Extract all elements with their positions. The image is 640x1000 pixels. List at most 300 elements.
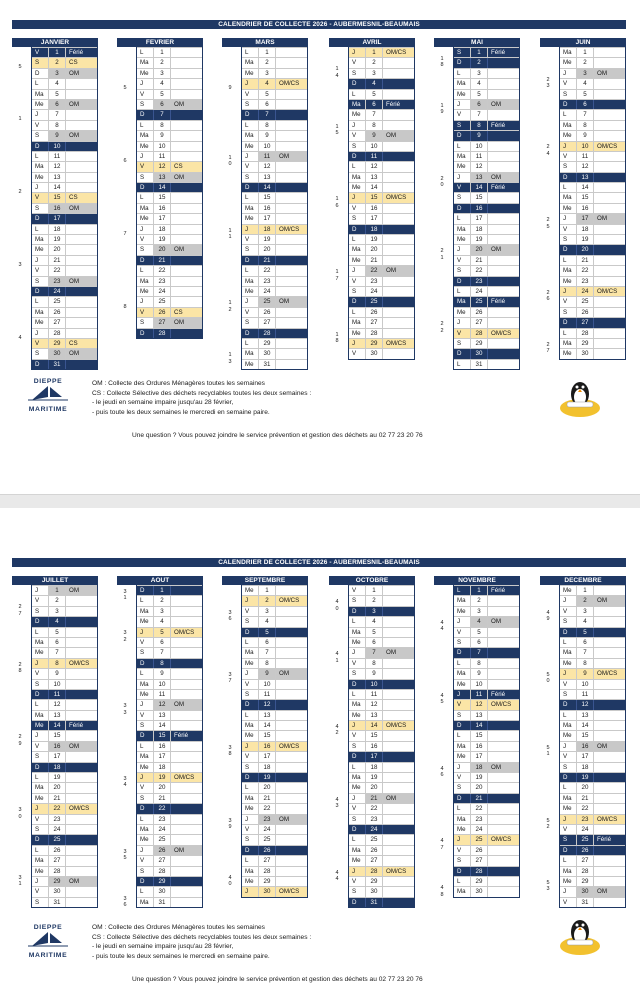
day-number: 2 <box>49 58 66 67</box>
collection-tag <box>488 152 519 161</box>
collection-tag <box>276 110 307 119</box>
collection-tag <box>171 131 202 140</box>
day-letter: J <box>349 867 366 876</box>
day-number: 27 <box>577 856 594 865</box>
day-number: 12 <box>49 700 66 709</box>
month-header: DECEMBRE <box>540 576 626 585</box>
day-number: 22 <box>471 804 488 813</box>
day-letter: D <box>242 773 259 782</box>
collection-tag <box>66 360 97 369</box>
collection-tag: CS <box>66 58 97 67</box>
day-row <box>560 710 625 720</box>
day-number: 21 <box>49 794 66 803</box>
day-letter: V <box>137 638 154 647</box>
day-row <box>454 161 519 171</box>
day-number: 29 <box>49 339 66 348</box>
day-row <box>560 130 625 140</box>
day-letter: V <box>560 752 577 761</box>
day-letter: S <box>349 596 366 605</box>
day-number: 9 <box>154 669 171 678</box>
day-number: 11 <box>49 690 66 699</box>
day-row <box>242 255 307 265</box>
day-row <box>560 244 625 254</box>
day-row <box>137 89 202 99</box>
day-letter: J <box>349 648 366 657</box>
day-row <box>454 782 519 792</box>
day-number: 11 <box>366 152 383 161</box>
day-row <box>454 876 519 886</box>
day-row <box>242 192 307 202</box>
day-letter: J <box>560 214 577 223</box>
legend <box>92 379 311 417</box>
day-row <box>349 845 414 855</box>
day-letter: J <box>137 225 154 234</box>
day-number: 7 <box>577 110 594 119</box>
day-row <box>349 793 414 803</box>
day-row <box>32 803 97 813</box>
day-letter: Ma <box>454 297 471 306</box>
day-letter: J <box>349 794 366 803</box>
day-number: 5 <box>471 628 488 637</box>
day-letter: Ma <box>454 887 471 896</box>
day-row <box>242 814 307 824</box>
collection-tag <box>66 731 97 740</box>
day-letter: V <box>242 162 259 171</box>
day-letter: J <box>454 617 471 626</box>
week-number: 2 7 <box>18 604 22 617</box>
day-number: 19 <box>577 235 594 244</box>
collection-tag <box>383 763 414 772</box>
collection-tag <box>66 245 97 254</box>
day-row <box>242 886 307 896</box>
collection-tag: Férié <box>488 48 519 57</box>
collection-tag <box>383 329 414 338</box>
day-row <box>349 141 414 151</box>
collection-tag <box>594 877 625 886</box>
collection-tag <box>383 277 414 286</box>
day-row <box>32 203 97 213</box>
day-number: 2 <box>577 58 594 67</box>
day-row <box>560 307 625 317</box>
day-number: 17 <box>366 752 383 761</box>
day-number: 16 <box>49 204 66 213</box>
collection-tag <box>276 256 307 265</box>
day-letter: D <box>137 659 154 668</box>
collection-tag: OM <box>66 204 97 213</box>
collection-tag <box>594 235 625 244</box>
day-row <box>454 47 519 57</box>
day-number: 31 <box>154 898 171 907</box>
day-letter: S <box>454 711 471 720</box>
day-letter: S <box>349 887 366 896</box>
collection-tag <box>383 349 414 358</box>
day-letter: L <box>349 90 366 99</box>
day-letter: Ma <box>242 58 259 67</box>
collection-tag <box>66 628 97 637</box>
collection-tag <box>594 339 625 348</box>
day-letter: V <box>454 628 471 637</box>
day-row <box>32 182 97 192</box>
day-letter: V <box>32 815 49 824</box>
day-letter: D <box>242 256 259 265</box>
day-number: 9 <box>471 131 488 140</box>
day-letter: L <box>32 152 49 161</box>
collection-tag: OM <box>171 100 202 109</box>
day-number: 3 <box>49 607 66 616</box>
day-letter: S <box>242 835 259 844</box>
collection-tag <box>594 183 625 192</box>
day-row <box>32 151 97 161</box>
day-letter: L <box>242 48 259 57</box>
collection-tag <box>276 835 307 844</box>
day-letter: V <box>32 339 49 348</box>
week-number: 3 7 <box>228 671 232 685</box>
collection-tag <box>171 898 202 907</box>
day-letter: V <box>560 607 577 616</box>
day-row <box>242 782 307 792</box>
day-number: 1 <box>259 48 276 57</box>
day-letter: L <box>32 225 49 234</box>
collection-tag <box>383 700 414 709</box>
day-letter: Me <box>32 721 49 730</box>
day-number: 10 <box>154 142 171 151</box>
day-number: 23 <box>49 277 66 286</box>
mascot-illustration <box>555 910 605 960</box>
day-letter: D <box>560 628 577 637</box>
day-row <box>454 616 519 626</box>
day-number: 27 <box>471 318 488 327</box>
collection-tag <box>594 204 625 213</box>
day-row <box>137 234 202 244</box>
day-row <box>454 68 519 78</box>
day-row <box>32 47 97 57</box>
day-row <box>32 338 97 348</box>
day-row <box>560 606 625 616</box>
day-row <box>349 255 414 265</box>
day-number: 22 <box>49 804 66 813</box>
day-number: 16 <box>471 742 488 751</box>
week-number: 3 1 <box>18 874 22 888</box>
day-letter: D <box>454 58 471 67</box>
day-row <box>349 99 414 109</box>
collection-tag <box>276 783 307 792</box>
collection-tag <box>488 659 519 668</box>
day-number: 16 <box>366 742 383 751</box>
collection-tag <box>383 887 414 896</box>
day-letter: D <box>454 867 471 876</box>
day-letter: Ma <box>349 700 366 709</box>
day-letter: D <box>32 142 49 151</box>
day-row <box>349 855 414 865</box>
day-number: 27 <box>471 856 488 865</box>
day-number: 25 <box>49 297 66 306</box>
collection-tag <box>383 245 414 254</box>
day-row <box>242 68 307 78</box>
collection-tag <box>276 659 307 668</box>
collection-tag <box>594 783 625 792</box>
collection-tag <box>276 162 307 171</box>
collection-tag: Férié <box>594 835 625 844</box>
day-letter: Ma <box>32 235 49 244</box>
day-row <box>560 276 625 286</box>
day-number: 18 <box>259 763 276 772</box>
month-avril <box>329 38 415 361</box>
day-row <box>560 265 625 275</box>
collection-tag <box>594 648 625 657</box>
day-row <box>137 595 202 605</box>
day-number: 20 <box>366 783 383 792</box>
day-letter: S <box>32 204 49 213</box>
day-letter: D <box>454 131 471 140</box>
day-number: 8 <box>366 659 383 668</box>
collection-tag: OM <box>488 100 519 109</box>
day-number: 20 <box>577 783 594 792</box>
collection-tag <box>594 731 625 740</box>
legend-line: - puis toute les deux semaines le mercredi en semaine paire. <box>92 952 270 960</box>
day-letter: S <box>454 266 471 275</box>
week-number: 4 5 <box>440 692 444 706</box>
day-letter: Me <box>560 731 577 740</box>
day-row <box>32 699 97 709</box>
day-number: 26 <box>366 308 383 317</box>
day-number: 17 <box>577 214 594 223</box>
day-row <box>137 876 202 886</box>
day-row <box>454 834 519 844</box>
day-number: 25 <box>259 297 276 306</box>
day-number: 27 <box>49 856 66 865</box>
collection-tag <box>66 690 97 699</box>
day-letter: S <box>454 48 471 57</box>
day-number: 11 <box>577 690 594 699</box>
day-letter: J <box>242 297 259 306</box>
day-letter: J <box>454 318 471 327</box>
day-letter: S <box>32 898 49 907</box>
day-number: 14 <box>154 183 171 192</box>
day-row <box>560 876 625 886</box>
day-row <box>454 627 519 637</box>
day-row <box>32 595 97 605</box>
day-row <box>32 328 97 338</box>
day-number: 23 <box>154 277 171 286</box>
day-letter: L <box>560 711 577 720</box>
collection-tag: OM <box>276 152 307 161</box>
day-row <box>454 172 519 182</box>
day-row <box>454 720 519 730</box>
collection-tag <box>488 131 519 140</box>
collection-tag <box>594 256 625 265</box>
day-row <box>32 762 97 772</box>
day-row <box>454 886 519 896</box>
day-row <box>137 161 202 171</box>
day-number: 4 <box>154 79 171 88</box>
day-row <box>454 317 519 327</box>
day-number: 29 <box>471 877 488 886</box>
day-number: 7 <box>471 110 488 119</box>
day-letter: Ma <box>242 648 259 657</box>
collection-tag <box>383 90 414 99</box>
collection-tag <box>171 690 202 699</box>
day-list <box>559 585 626 908</box>
collection-tag <box>276 235 307 244</box>
collection-tag <box>594 680 625 689</box>
week-number: 1 <box>18 116 22 123</box>
day-number: 4 <box>259 617 276 626</box>
day-letter: Ma <box>349 773 366 782</box>
day-row <box>242 845 307 855</box>
day-row <box>560 296 625 306</box>
day-letter: Ma <box>560 193 577 202</box>
day-row <box>32 751 97 761</box>
collection-tag: OM <box>383 266 414 275</box>
collection-tag <box>383 628 414 637</box>
collection-tag <box>171 297 202 306</box>
week-number: 4 4 <box>440 619 444 633</box>
day-row <box>349 814 414 824</box>
day-letter: L <box>349 162 366 171</box>
day-number: 4 <box>471 79 488 88</box>
collection-tag <box>66 815 97 824</box>
day-letter: V <box>560 152 577 161</box>
day-letter: V <box>32 742 49 751</box>
collection-tag <box>488 235 519 244</box>
day-row <box>242 866 307 876</box>
day-number: 20 <box>259 245 276 254</box>
day-row <box>137 741 202 751</box>
day-letter: S <box>32 58 49 67</box>
collection-tag <box>66 173 97 182</box>
day-number: 14 <box>366 183 383 192</box>
collection-tag <box>171 596 202 605</box>
collection-tag <box>383 835 414 844</box>
day-number: 28 <box>577 867 594 876</box>
day-number: 13 <box>49 711 66 720</box>
day-number: 5 <box>471 90 488 99</box>
collection-tag <box>383 846 414 855</box>
day-letter: D <box>242 700 259 709</box>
day-row <box>560 782 625 792</box>
day-number: 18 <box>577 763 594 772</box>
day-letter: Me <box>242 586 259 595</box>
day-row <box>242 182 307 192</box>
week-number: 7 <box>123 230 127 237</box>
day-row <box>32 845 97 855</box>
day-letter: Me <box>242 877 259 886</box>
collection-tag <box>594 856 625 865</box>
day-letter: D <box>137 586 154 595</box>
collection-tag <box>594 245 625 254</box>
day-letter: L <box>454 731 471 740</box>
collection-tag <box>594 638 625 647</box>
collection-tag: Férié <box>488 183 519 192</box>
day-letter: S <box>242 617 259 626</box>
collection-tag <box>383 773 414 782</box>
day-row <box>560 203 625 213</box>
day-letter: Ma <box>32 638 49 647</box>
day-letter: Me <box>242 69 259 78</box>
collection-tag <box>276 804 307 813</box>
day-letter: V <box>137 90 154 99</box>
day-row <box>560 151 625 161</box>
day-row <box>242 658 307 668</box>
day-number: 12 <box>49 162 66 171</box>
month-juin <box>540 38 626 361</box>
day-letter: Me <box>32 173 49 182</box>
month-header: FEVRIER <box>117 38 203 47</box>
collection-tag <box>66 680 97 689</box>
day-list <box>31 47 98 370</box>
day-row <box>242 679 307 689</box>
week-number: 5 0 <box>546 671 550 685</box>
week-number: 2 1 <box>440 248 444 261</box>
day-number: 2 <box>471 58 488 67</box>
day-letter: J <box>32 183 49 192</box>
day-number: 25 <box>366 835 383 844</box>
collection-tag: CS <box>66 193 97 202</box>
day-row <box>32 89 97 99</box>
day-letter: J <box>137 297 154 306</box>
collection-tag <box>383 58 414 67</box>
collection-tag <box>171 69 202 78</box>
collection-tag <box>66 297 97 306</box>
day-letter: V <box>137 162 154 171</box>
collection-tag <box>276 58 307 67</box>
day-number: 6 <box>154 638 171 647</box>
day-number: 12 <box>471 700 488 709</box>
collection-tag <box>488 846 519 855</box>
day-row <box>242 161 307 171</box>
day-letter: Me <box>560 277 577 286</box>
day-letter: V <box>560 79 577 88</box>
day-letter: J <box>349 193 366 202</box>
day-list <box>348 585 415 908</box>
day-row <box>242 78 307 88</box>
day-number: 15 <box>577 731 594 740</box>
collection-tag <box>276 339 307 348</box>
day-number: 24 <box>471 287 488 296</box>
day-row <box>560 689 625 699</box>
day-row <box>242 720 307 730</box>
day-number: 29 <box>49 877 66 886</box>
day-letter: D <box>137 329 154 338</box>
day-row <box>454 234 519 244</box>
day-row <box>560 213 625 223</box>
day-row <box>32 866 97 876</box>
day-number: 27 <box>577 318 594 327</box>
day-letter: J <box>137 628 154 637</box>
collection-tag <box>276 638 307 647</box>
collection-tag <box>66 648 97 657</box>
day-number: 4 <box>471 617 488 626</box>
collection-tag <box>488 804 519 813</box>
week-number: 1 8 <box>440 55 444 69</box>
collection-tag <box>276 711 307 720</box>
collection-tag <box>66 79 97 88</box>
day-row <box>349 192 414 202</box>
day-letter: V <box>137 856 154 865</box>
collection-tag <box>66 287 97 296</box>
collection-tag <box>383 669 414 678</box>
week-number: 3 6 <box>228 609 232 622</box>
day-number: 12 <box>577 700 594 709</box>
day-row <box>349 751 414 761</box>
day-row <box>32 720 97 730</box>
day-number: 16 <box>471 204 488 213</box>
day-letter: S <box>349 742 366 751</box>
collection-tag <box>383 110 414 119</box>
collection-tag <box>383 69 414 78</box>
day-number: 20 <box>154 245 171 254</box>
day-number: 8 <box>49 659 66 668</box>
